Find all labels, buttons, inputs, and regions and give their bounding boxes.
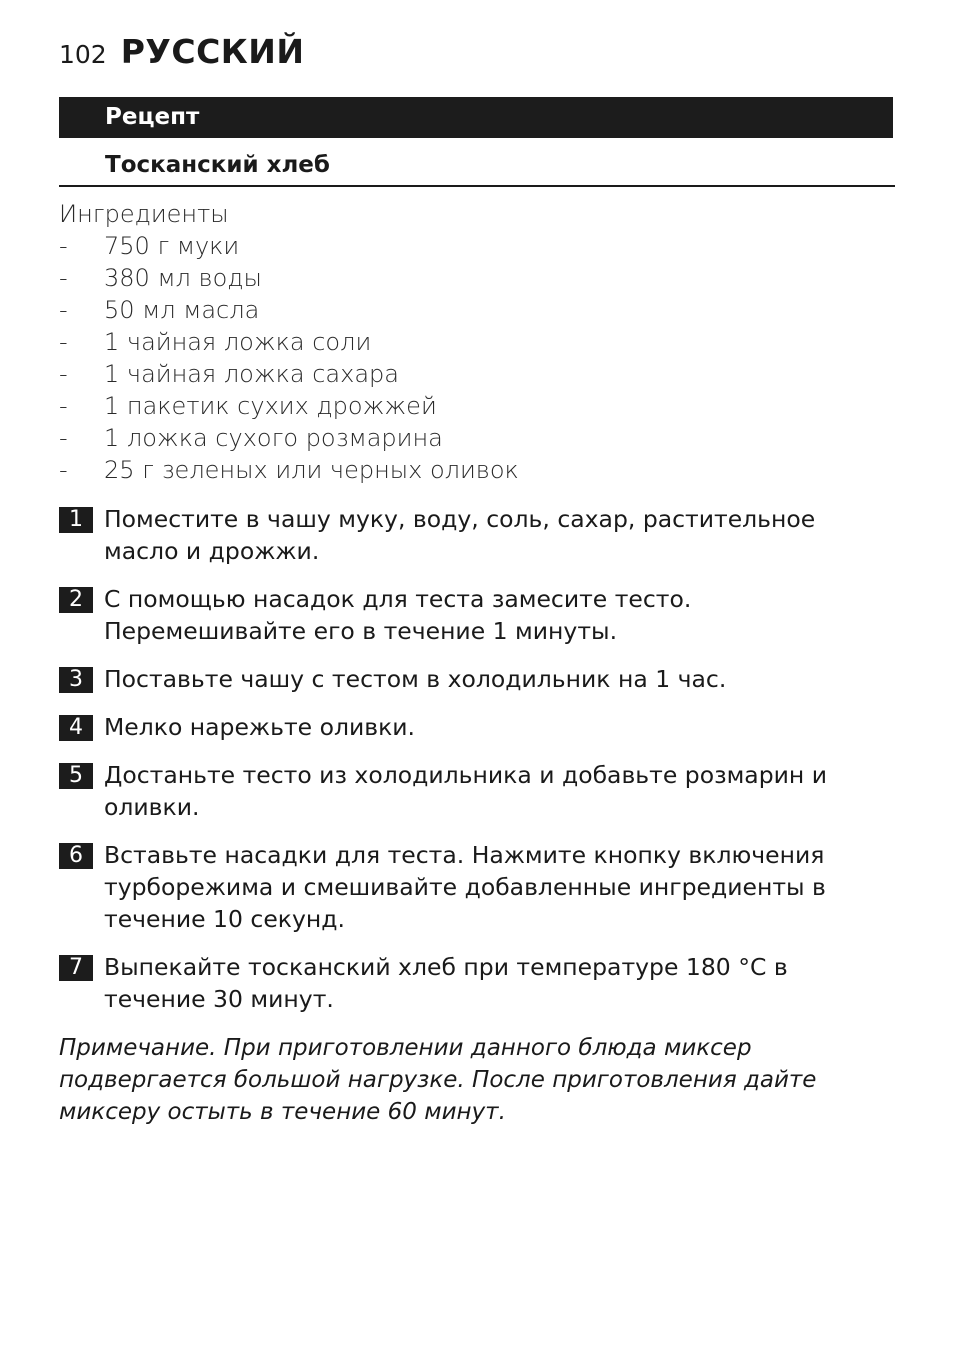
section-bar	[59, 97, 893, 138]
ingredient-item: - 1 чайная ложка соли	[59, 328, 372, 356]
steps-list	[59, 503, 895, 1031]
step-text: Поместите в чашу муку, воду, соль, сахар, растительное масло и дрожжи.	[104, 505, 816, 565]
step-text: Поставьте чашу с тестом в холодильник на 1 час.	[104, 665, 727, 693]
step-number-badge: 4	[59, 715, 93, 741]
list-dash: -	[59, 232, 68, 260]
recipe-title-row	[59, 148, 895, 187]
ingredient-item: - 380 мл воды	[59, 264, 262, 292]
recipe-title: Тосканский хлеб	[105, 152, 330, 178]
step-text: С помощью насадок для теста замесите тесто. Перемешивайте его в течение 1 минуты.	[104, 585, 692, 645]
step-text: Достаньте тесто из холодильника и добавьте розмарин и оливки.	[104, 761, 827, 821]
list-dash: -	[59, 392, 68, 420]
list-dash: -	[59, 328, 68, 356]
list-dash: -	[59, 456, 68, 484]
step-number-badge: 7	[59, 955, 93, 981]
step-text: Вставьте насадки для теста. Нажмите кнопку включения турборежима и смешивайте добавленные ингредиенты в течение 10 секунд.	[104, 841, 826, 933]
page-number: 102	[59, 40, 107, 69]
step-number-badge: 5	[59, 763, 93, 789]
ingredient-item: - 750 г муки	[59, 232, 240, 260]
ingredient-item: - 1 чайная ложка сахара	[59, 360, 399, 388]
step-number-badge: 3	[59, 667, 93, 693]
step-number-badge: 1	[59, 507, 93, 533]
ingredients-heading: Ингредиенты	[59, 200, 229, 228]
ingredient-item: - 1 ложка сухого розмарина	[59, 424, 443, 452]
ingredient-item: - 25 г зеленых или черных оливок	[59, 456, 519, 484]
step-item	[59, 839, 895, 935]
step-item	[59, 663, 895, 695]
recipe-note: Примечание. При приготовлении данного блюда миксер подвергается большой нагрузке. После приготовления дайте миксеру остыть в течение 60 минут.	[59, 1035, 817, 1125]
step-number-badge: 6	[59, 843, 93, 869]
page-language-title: РУССКИЙ	[120, 32, 305, 71]
list-dash: -	[59, 296, 68, 324]
ingredient-item: - 50 мл масла	[59, 296, 260, 324]
ingredients-list	[59, 198, 895, 486]
list-dash: -	[59, 360, 68, 388]
ingredient-item: - 1 пакетик сухих дрожжей	[59, 392, 437, 420]
list-dash: -	[59, 264, 68, 292]
list-dash: -	[59, 424, 68, 452]
step-item	[59, 583, 895, 647]
step-number-badge: 2	[59, 587, 93, 613]
step-text: Мелко нарежьте оливки.	[104, 713, 416, 741]
step-item	[59, 951, 895, 1015]
section-title: Рецепт	[105, 104, 200, 130]
step-item	[59, 711, 895, 743]
page-header	[59, 32, 305, 76]
step-text: Выпекайте тосканский хлеб при температуре 180 °C в течение 30 минут.	[104, 953, 788, 1013]
step-item	[59, 759, 895, 823]
step-item	[59, 503, 895, 567]
